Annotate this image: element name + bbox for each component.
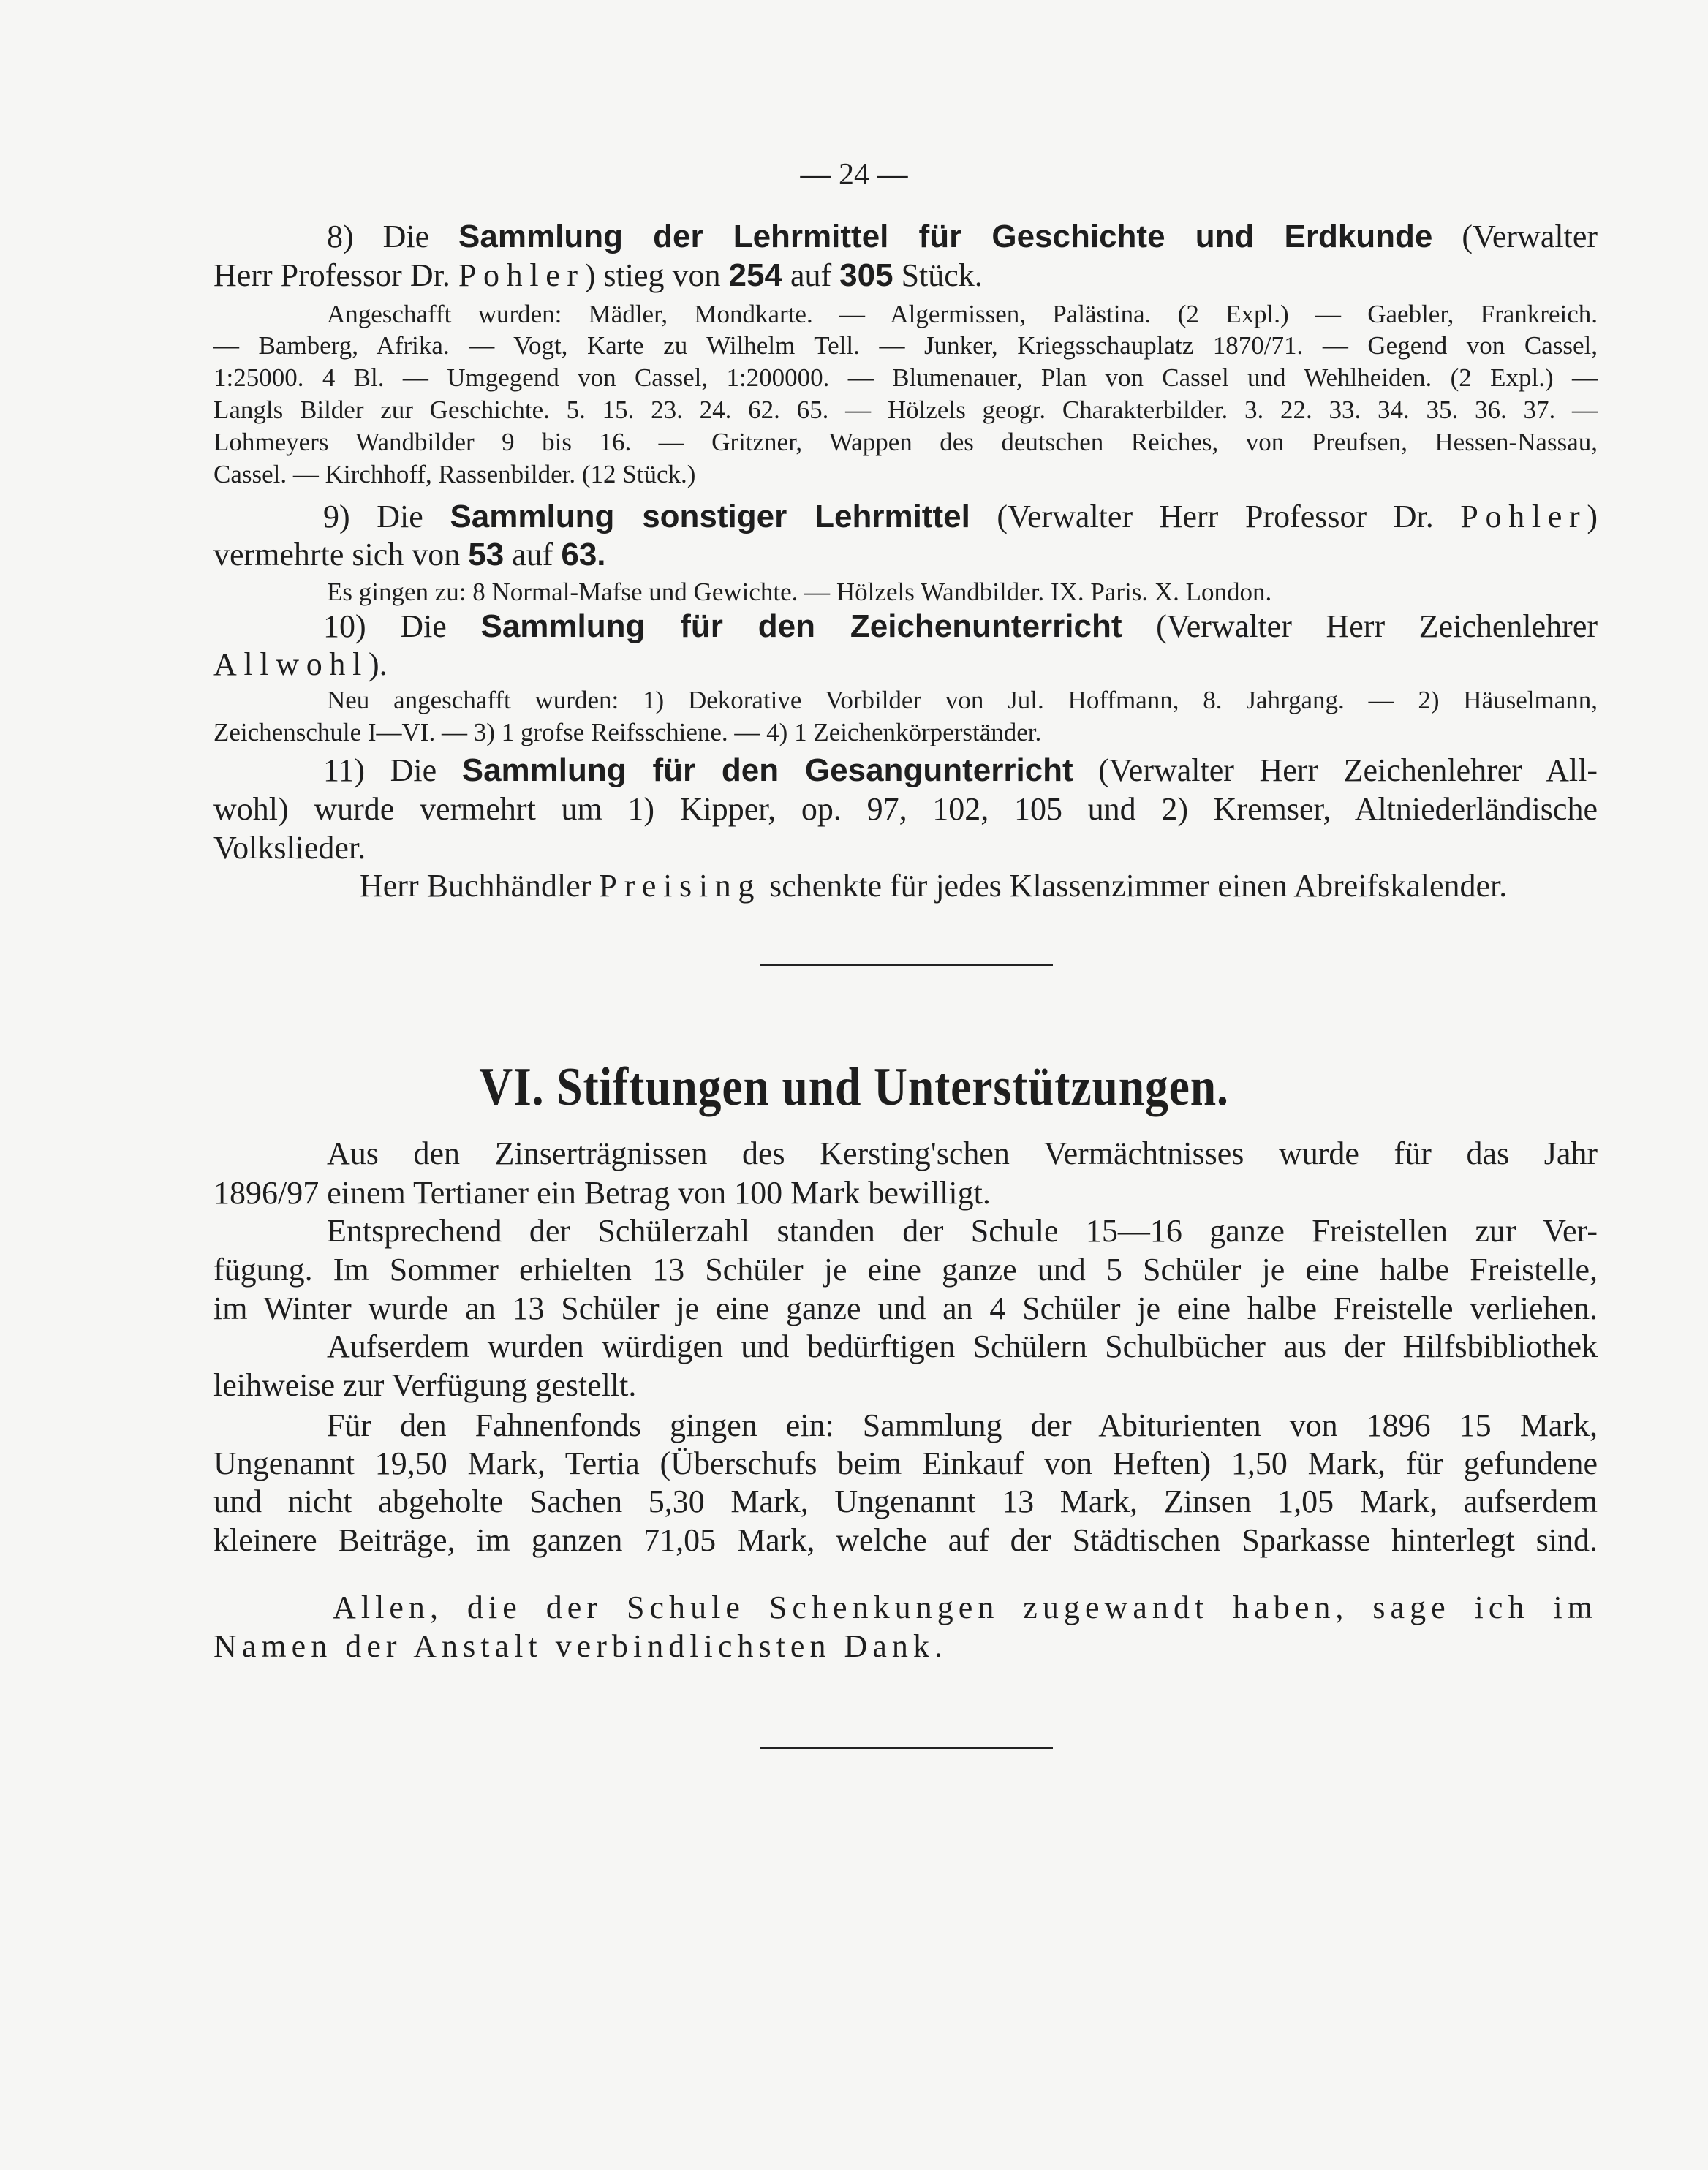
sec10-heading-line — [214, 610, 1598, 643]
section-divider — [760, 964, 1053, 966]
sec8-title: Sammlung der Lehrmittel für Geschichte und Erdkunde — [458, 219, 1433, 254]
para4-line: Ungenannt 19,50 Mark, Tertia (Überschufs beim Einkauf von Heften) 1,50 Mark, für gefundene — [214, 1445, 1598, 1481]
sec8-l2b: ) stieg von — [584, 257, 721, 293]
sec8-line2 — [214, 257, 1598, 293]
sec9-line2 — [214, 539, 1598, 571]
sec9-num: 9) Die — [323, 499, 423, 534]
sec11-num: 11) Die — [323, 752, 437, 788]
sec8-num2: 305 — [839, 257, 893, 293]
sec11-after: (Verwalter Herr Zeichenlehrer All- — [1098, 752, 1598, 788]
thanks-line: Allen, die der Schule Schenkungen zugewandt haben, sage ich im — [333, 1589, 1598, 1625]
para4-line: Für den Fahnenfonds gingen ein: Sammlung der Abiturienten von 1896 15 Mark, — [327, 1407, 1598, 1443]
para2-line: im Winter wurde an 13 Schüler je eine ganze und an 4 Schüler je eine halbe Freistelle verliehen. — [214, 1290, 1598, 1326]
sec11-line3: Volkslieder. — [214, 830, 366, 866]
sec10-line3: Neu angeschafft wurden: 1) Dekorative Vorbilder von Jul. Hoffmann, 8. Jahrgang. — 2) Häuselmann, — [327, 686, 1598, 714]
sec9-l2b: auf — [512, 537, 553, 572]
sec11-line4a: Herr Buchhändler — [360, 868, 592, 904]
sec8-list-line: Langls Bilder zur Geschichte. 5. 15. 23. 24. 62. 65. — Hölzels geogr. Charakterbilder. 3. 22. 33. 34. 35. 36. 37. — — [214, 396, 1598, 424]
section-heading: VI. Stiftungen und Unterstützungen. — [479, 1057, 1229, 1117]
sec9-num2: 63. — [561, 537, 606, 572]
sec11-line2: wohl) wurde vermehrt um 1) Kipper, op. 97, 102, 105 und 2) Kremser, Altniederländische — [214, 791, 1598, 827]
sec10-name: Allwohl — [214, 646, 369, 682]
sec8-heading-line — [214, 221, 1598, 253]
sec9-l2a: vermehrte sich von — [214, 537, 461, 572]
sec8-list-line: Cassel. — Kirchhoff, Rassenbilder. (12 Stück.) — [214, 460, 696, 488]
sec11-line4 — [214, 870, 1598, 902]
thanks-line: Namen der Anstalt verbindlichsten Dank. — [214, 1628, 948, 1664]
para4-line: und nicht abgeholte Sachen 5,30 Mark, Ungenannt 13 Mark, Zinsen 1,05 Mark, aufserdem — [214, 1483, 1598, 1519]
para4-line: kleinere Beiträge, im ganzen 71,05 Mark, welche auf der Städtischen Sparkasse hinterlegt sind. — [214, 1522, 1598, 1558]
sec8-name: Pohler — [458, 257, 585, 293]
sec9-num1: 53 — [468, 537, 505, 572]
sec11-heading-line — [214, 752, 1598, 788]
bleed-through — [219, 1002, 227, 1036]
para3-line: Aufserdem wurden würdigen und bedürftigen Schülern Schulbücher aus der Hilfsbibliothek — [327, 1328, 1598, 1364]
sec8-l2a: Herr Professor Dr. — [214, 257, 450, 293]
para2-line: fügung. Im Sommer erhielten 13 Schüler je eine ganze und 5 Schüler je eine halbe Freistelle, — [214, 1252, 1598, 1288]
sec10-line2 — [214, 646, 1598, 682]
para1-line: 1896/97 einem Tertianer ein Betrag von 100 Mark bewilligt. — [214, 1175, 991, 1211]
sec8-l2d: Stück. — [901, 257, 983, 293]
sec9-line3: Es gingen zu: 8 Normal-Mafse und Gewichte. — Hölzels Wandbilder. IX. Paris. X. London. — [327, 578, 1272, 606]
para1-line: Aus den Zinserträgnissen des Kersting'schen Vermächtnisses wurde für das Jahr — [327, 1135, 1598, 1171]
sec8-list-line: Angeschafft wurden: Mädler, Mondkarte. — Algermissen, Palästina. (2 Expl.) — Gaebler, Frankreich. — [327, 300, 1598, 328]
sec9-after: (Verwalter Herr Professor Dr. — [997, 499, 1434, 534]
sec9-name: Pohler — [1460, 499, 1587, 534]
sec11-donor-name: Preising — [599, 868, 762, 904]
sec11-title: Sammlung für den Gesangunterricht — [461, 752, 1073, 788]
sec9-title: Sammlung sonstiger Lehrmittel — [450, 499, 970, 534]
sec9-close: ) — [1587, 499, 1598, 534]
sec8-num: 8) Die — [327, 219, 430, 254]
para3-line: leihweise zur Verfügung gestellt. — [214, 1367, 637, 1403]
sec9-heading-line — [214, 501, 1598, 533]
sec8-list-line: 1:25000. 4 Bl. — Umgegend von Cassel, 1:200000. — Blumenauer, Plan von Cassel und Wehlheiden. (2 Expl.) — — [214, 363, 1598, 392]
sec8-list-line: Lohmeyers Wandbilder 9 bis 16. — Gritzner, Wappen des deutschen Reiches, von Preufsen, Hessen-Nassau, — [214, 428, 1598, 456]
sec10-title: Sammlung für den Zeichenunterricht — [480, 608, 1122, 644]
para2-line: Entsprechend der Schülerzahl standen der Schule 15—16 ganze Freistellen zur Ver- — [327, 1213, 1598, 1249]
sec11-line4b: schenkte für jedes Klassenzimmer einen Abreifskalender. — [769, 868, 1508, 904]
page-number: — 24 — — [800, 158, 908, 192]
sec8-after: (Verwalter — [1462, 219, 1598, 254]
closing-divider — [760, 1747, 1053, 1749]
sec10-line4: Zeichenschule I—VI. — 3) 1 grofse Reifsschiene. — 4) 1 Zeichenkörperständer. — [214, 718, 1042, 746]
sec10-close: ). — [369, 646, 388, 682]
sec8-list-line: — Bamberg, Afrika. — Vogt, Karte zu Wilhelm Tell. — Junker, Kriegsschauplatz 1870/71. — Gegend von Cassel, — [214, 331, 1598, 360]
sec8-l2c: auf — [790, 257, 832, 293]
sec10-num: 10) Die — [323, 608, 447, 644]
sec8-num1: 254 — [728, 257, 782, 293]
sec10-after: (Verwalter Herr Zeichenlehrer — [1156, 608, 1598, 644]
